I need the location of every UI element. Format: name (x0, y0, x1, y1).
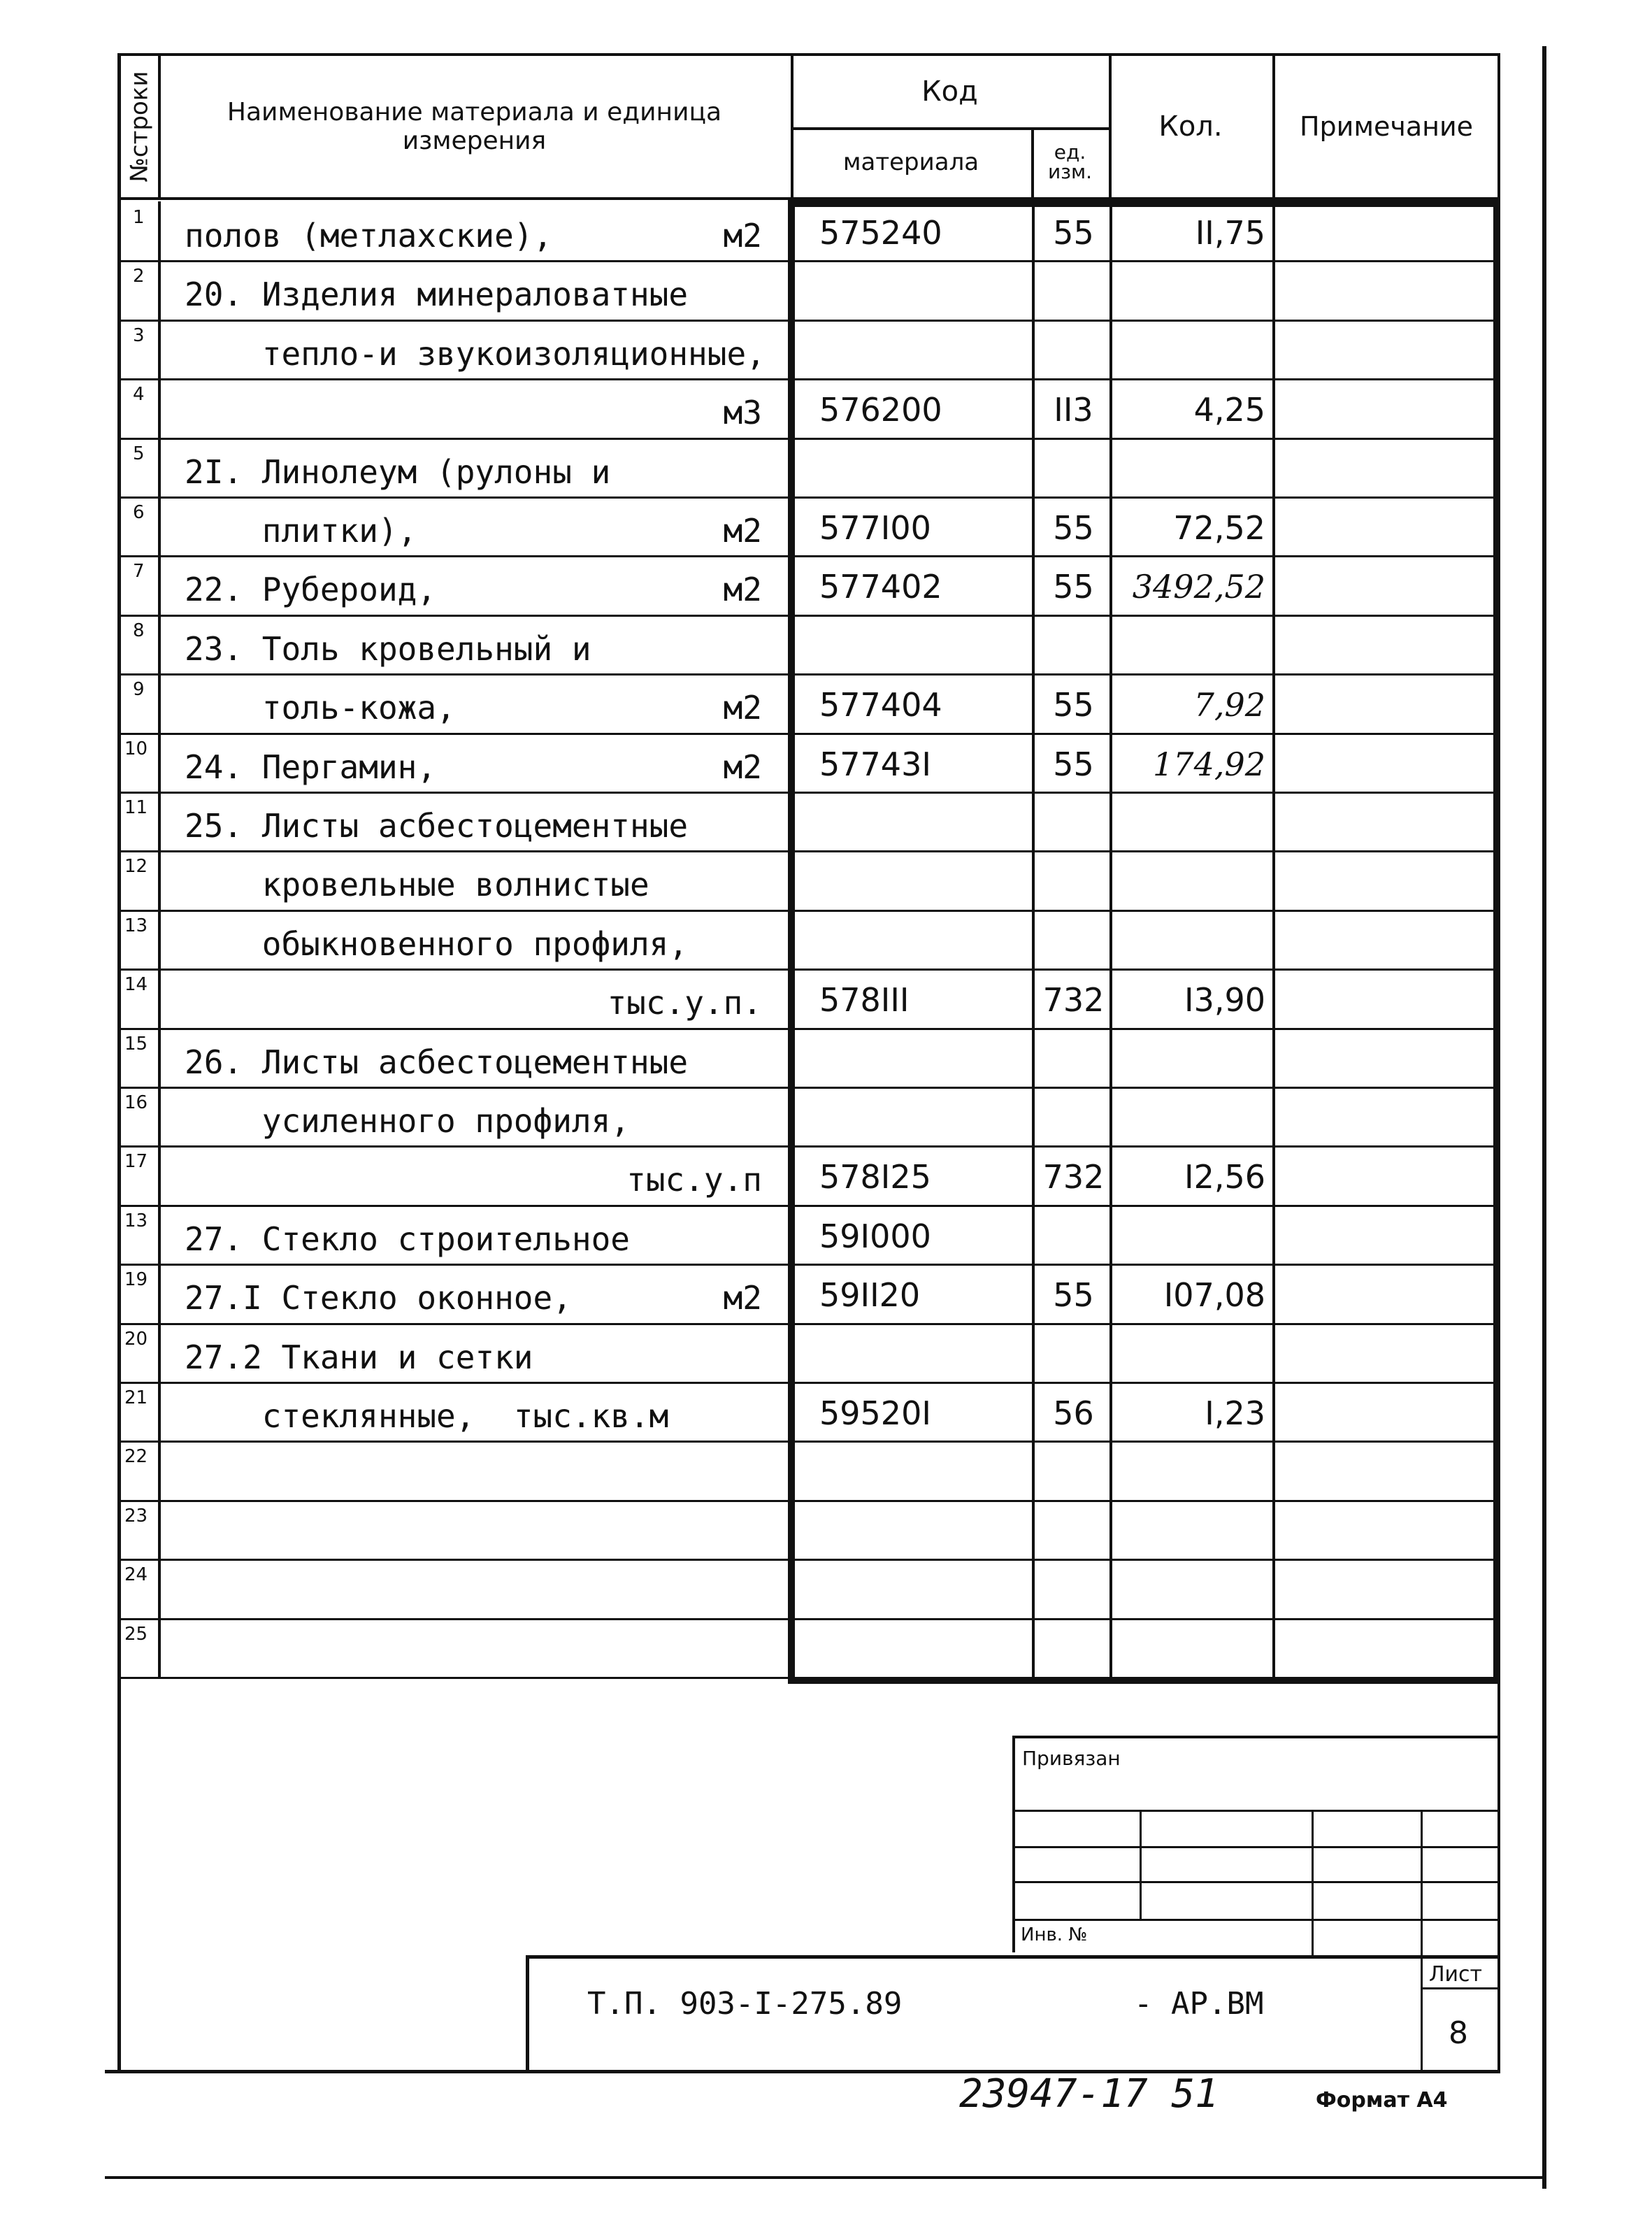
material-name: 26. Листы асбестоцементные (185, 1043, 689, 1081)
row-number: 14 (124, 974, 148, 996)
col-divider-number (158, 201, 161, 1677)
material-code: 576200 (819, 391, 942, 429)
row-line (121, 1264, 1500, 1266)
unit-code: 55 (1053, 686, 1094, 724)
row-number: 13 (124, 915, 148, 936)
row-number: 13 (124, 1210, 148, 1231)
row-number: 3 (133, 324, 145, 346)
header-qty-cell (1109, 56, 1275, 200)
row-line (121, 1382, 1500, 1384)
header-material-cell (791, 127, 1034, 200)
row-number: 16 (124, 1092, 148, 1113)
quantity: I07,08 (1163, 1276, 1265, 1315)
row-number: 12 (124, 856, 148, 878)
row-line (121, 792, 1500, 794)
row-line (121, 673, 1500, 676)
row-number: 19 (124, 1269, 148, 1291)
row-line (121, 1500, 1500, 1502)
row-line (121, 1205, 1500, 1207)
row-number: 1 (133, 207, 145, 228)
unit-code: 55 (1053, 568, 1094, 606)
stamp-line-4 (1012, 1919, 1500, 1921)
document-code: Т.П. 903-I-275.89 (587, 1986, 903, 2022)
header-code: Код (921, 76, 978, 108)
header-unit: ед. изм. (1047, 141, 1093, 183)
sheet-number: 8 (1449, 2015, 1468, 2051)
material-code: 59I000 (819, 1217, 931, 1255)
row-line (121, 438, 1500, 440)
material-code: 59520I (819, 1394, 931, 1432)
row-number: 8 (133, 620, 145, 641)
material-unit-name: тыс.у.п. (607, 984, 762, 1022)
unit-code: 56 (1053, 1394, 1094, 1432)
col-divider-name (788, 201, 795, 1681)
stamp-line-1 (1012, 1810, 1500, 1812)
material-name: 20. Изделия минераловатные (185, 276, 689, 314)
stamp-vline-2 (1312, 1810, 1314, 1957)
header-code-cell (791, 56, 1112, 130)
material-name: тепло-и звукоизоляционные, (185, 334, 766, 373)
row-line-bottom (121, 1677, 792, 1679)
header-material: материала (842, 148, 979, 176)
material-name: 22. Рубероид, (185, 571, 437, 609)
material-unit-name: м2 (723, 571, 762, 609)
material-name: обыкновенного профиля, (185, 924, 689, 963)
header-qty: Кол. (1158, 110, 1223, 143)
doc-box-top (526, 1955, 1500, 1959)
header-name-cell (158, 56, 793, 200)
col-divider-right (1493, 201, 1500, 1681)
material-name: плитки), (185, 512, 417, 550)
row-number: 21 (124, 1387, 148, 1408)
header-unit-cell (1031, 127, 1112, 200)
material-unit-name: м2 (723, 512, 762, 550)
thick-bottom-border (788, 1677, 1500, 1684)
unit-code: 732 (1042, 1158, 1105, 1196)
sheet-label: Лист (1429, 1962, 1483, 1987)
quantity: 72,52 (1173, 509, 1265, 547)
row-line (121, 1441, 1500, 1443)
row-number: 9 (133, 679, 145, 701)
row-line (121, 1087, 1500, 1089)
row-number: 15 (124, 1033, 148, 1055)
material-code: 578I25 (819, 1158, 931, 1196)
header-row-no: №строки (125, 71, 154, 183)
quantity: II,75 (1195, 214, 1265, 252)
material-code: 577I00 (819, 509, 931, 547)
frame-bottom-line (105, 2070, 1500, 2073)
row-line (121, 1028, 1500, 1030)
row-number: 22 (124, 1446, 148, 1468)
row-line (121, 1323, 1500, 1325)
material-name: кровельные волнистые (185, 866, 649, 904)
row-line (121, 910, 1500, 912)
quantity: I,23 (1205, 1394, 1265, 1432)
col-divider-unit (1109, 201, 1112, 1677)
row-line (121, 496, 1500, 499)
row-line (121, 1145, 1500, 1148)
trim-line (105, 2176, 1545, 2179)
header-name: Наименование материала и единица измерения (227, 98, 722, 155)
doc-box-left (526, 1955, 529, 2073)
quantity: 174,92 (1153, 745, 1265, 783)
material-name: 27. Стекло строительное (185, 1220, 630, 1258)
row-line (121, 555, 1500, 557)
material-name: 27.2 Ткани и сетки (185, 1338, 533, 1376)
row-line (121, 1559, 1500, 1561)
material-name: 2I. Линолеум (рулоны и (185, 452, 611, 491)
row-number: 25 (124, 1623, 148, 1645)
quantity: I2,56 (1184, 1158, 1265, 1196)
material-name: 24. Пергамин, (185, 748, 437, 786)
inv-label: Инв. № (1021, 1924, 1088, 1945)
archive-number: 23947-17 51 (959, 2071, 1219, 2117)
row-line (121, 378, 1500, 380)
row-line (121, 1618, 1500, 1620)
col-divider-material (1032, 201, 1035, 1677)
row-number: 20 (124, 1328, 148, 1350)
material-code: 575240 (819, 214, 942, 252)
row-line (121, 260, 1500, 262)
row-number: 7 (133, 561, 145, 582)
material-unit-name: м3 (723, 394, 762, 432)
unit-code: 55 (1053, 214, 1094, 252)
material-name: 23. Толь кровельный и (185, 629, 591, 668)
stamp-line-3 (1012, 1881, 1500, 1883)
row-number: 23 (124, 1505, 148, 1527)
stamp-vline-3 (1421, 1810, 1423, 2073)
quantity: 7,92 (1193, 686, 1265, 724)
row-line (121, 615, 1500, 617)
sheet-divider (1421, 1987, 1500, 1989)
material-code: 578III (819, 981, 910, 1020)
row-number: 4 (133, 384, 145, 406)
header-note-cell (1272, 56, 1500, 200)
outer-border (1542, 46, 1546, 2189)
row-line (121, 850, 1500, 852)
row-number: 6 (133, 502, 145, 523)
row-number: 10 (124, 738, 148, 759)
document-suffix: - АР.ВМ (1134, 1986, 1264, 2022)
material-unit-name: м2 (723, 689, 762, 727)
quantity: 3492,52 (1132, 568, 1265, 606)
row-line (121, 320, 1500, 322)
material-name: стеклянные, тыс.кв.м (185, 1397, 669, 1435)
thick-top-border (788, 200, 1500, 207)
header-note: Примечание (1299, 111, 1474, 142)
material-unit-name: м2 (723, 217, 762, 255)
stamp-line-2 (1012, 1846, 1500, 1848)
quantity: I3,90 (1184, 981, 1265, 1020)
row-number: 24 (124, 1564, 148, 1586)
material-code: 57743I (819, 745, 931, 783)
unit-code: II3 (1054, 391, 1093, 429)
stamp-top-border (1012, 1736, 1500, 1738)
unit-code: 732 (1042, 981, 1105, 1020)
unit-code: 55 (1053, 509, 1094, 547)
material-name: 25. Листы асбестоцементные (185, 807, 689, 845)
row-line (121, 969, 1500, 971)
bound-label: Привязан (1022, 1747, 1121, 1770)
material-unit-name: м2 (723, 1279, 762, 1317)
format-label: Формат А4 (1316, 2088, 1448, 2113)
material-code: 577404 (819, 686, 942, 724)
row-number: 17 (124, 1151, 148, 1173)
material-unit-name: тыс.у.п (626, 1161, 762, 1199)
material-name: усиленного профиля, (185, 1102, 630, 1140)
unit-code: 55 (1053, 745, 1094, 783)
material-unit-name: м2 (723, 748, 762, 786)
row-number: 2 (133, 266, 145, 287)
row-line (121, 733, 1500, 735)
quantity: 4,25 (1193, 391, 1265, 429)
col-divider-qty (1272, 201, 1275, 1677)
stamp-vline-1 (1140, 1810, 1142, 1919)
material-name: полов (метлахские), (185, 217, 553, 255)
material-name: толь-кожа, (185, 689, 456, 727)
row-number: 11 (124, 797, 148, 818)
material-code: 59II20 (819, 1276, 921, 1315)
row-number: 5 (133, 443, 145, 464)
material-name: 27.I Стекло оконное, (185, 1279, 572, 1317)
material-code: 577402 (819, 568, 942, 606)
header-row-no-cell (121, 56, 161, 200)
unit-code: 55 (1053, 1276, 1094, 1315)
